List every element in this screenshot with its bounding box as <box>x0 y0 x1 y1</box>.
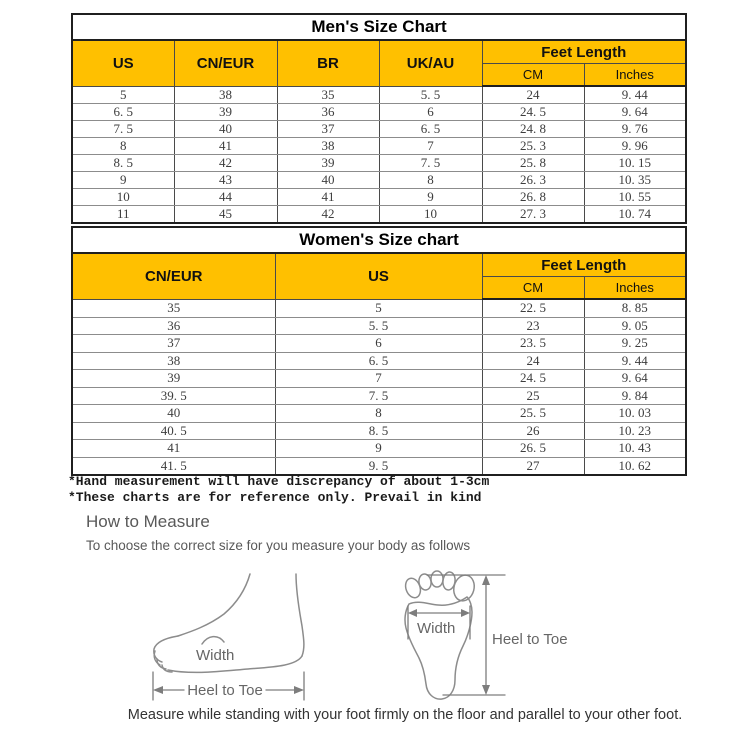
table-row <box>72 335 686 353</box>
cell: 27 <box>482 457 584 475</box>
table-row <box>72 104 686 121</box>
cell: 8 <box>379 172 482 189</box>
cell: 23 <box>482 317 584 335</box>
cell: 36 <box>72 317 275 335</box>
cell: 9 <box>379 189 482 206</box>
cell: 10. 23 <box>584 422 686 440</box>
foot-side-view-diagram <box>138 560 310 702</box>
table-row <box>72 121 686 138</box>
cell: 9 <box>275 440 482 458</box>
cell: 24 <box>482 86 584 104</box>
cell: 6 <box>379 104 482 121</box>
table-row <box>72 155 686 172</box>
cell: 7. 5 <box>72 121 174 138</box>
cell: 26 <box>482 422 584 440</box>
cell: 8 <box>275 405 482 423</box>
table-row <box>72 86 686 104</box>
cell: 26. 3 <box>482 172 584 189</box>
arrow-down-icon <box>482 685 490 695</box>
cell: 7. 5 <box>379 155 482 172</box>
mens-chart-body <box>72 86 686 223</box>
cell: 39 <box>174 104 277 121</box>
cell: 11 <box>72 206 174 224</box>
cell: 5 <box>72 86 174 104</box>
sole-view-length-label: Heel to Toe <box>492 631 568 648</box>
header-row <box>72 40 686 64</box>
womens-size-chart-table <box>71 226 687 476</box>
side-view-width-label: Width <box>196 647 235 664</box>
cell: 38 <box>174 86 277 104</box>
cell: 10. 15 <box>584 155 686 172</box>
cell: 7 <box>379 138 482 155</box>
table-row <box>72 352 686 370</box>
table-row <box>72 138 686 155</box>
table-row <box>72 422 686 440</box>
cell: 25. 8 <box>482 155 584 172</box>
column-header-inches: Inches <box>584 64 686 87</box>
cell: 8 <box>72 138 174 155</box>
measure-instruction-caption: Measure while standing with your foot firmly on the floor and parallel to your other foot. <box>127 707 683 723</box>
cell: 7 <box>275 370 482 388</box>
cell: 10 <box>379 206 482 224</box>
cell: 45 <box>174 206 277 224</box>
table-row <box>72 387 686 405</box>
arrow-right-icon <box>461 609 470 617</box>
column-header-us: US <box>72 40 174 86</box>
cell: 41 <box>277 189 379 206</box>
cell: 40 <box>277 172 379 189</box>
cell: 25. 5 <box>482 405 584 423</box>
cell: 41 <box>174 138 277 155</box>
table-title-row <box>72 227 686 253</box>
cell: 24 <box>482 352 584 370</box>
cell: 9. 44 <box>584 86 686 104</box>
table-title-row <box>72 14 686 40</box>
table-row <box>72 299 686 317</box>
disclaimer-notes <box>68 474 489 506</box>
foot-sole-view-diagram <box>388 556 600 712</box>
cell: 36 <box>277 104 379 121</box>
cell: 40 <box>174 121 277 138</box>
cell: 43 <box>174 172 277 189</box>
cell: 39 <box>277 155 379 172</box>
cell: 25. 3 <box>482 138 584 155</box>
arrow-left-icon <box>408 609 417 617</box>
cell: 10. 03 <box>584 405 686 423</box>
table-row <box>72 189 686 206</box>
cell: 5. 5 <box>275 317 482 335</box>
cell: 37 <box>277 121 379 138</box>
cell: 24. 5 <box>482 104 584 121</box>
cell: 40. 5 <box>72 422 275 440</box>
cell: 10. 55 <box>584 189 686 206</box>
cell: 40 <box>72 405 275 423</box>
cell: 39 <box>72 370 275 388</box>
cell: 24. 8 <box>482 121 584 138</box>
cell: 9. 44 <box>584 352 686 370</box>
cell: 10. 43 <box>584 440 686 458</box>
cell: 39. 5 <box>72 387 275 405</box>
womens-chart-title: Women's Size chart <box>72 227 686 253</box>
column-header-inches: Inches <box>584 277 686 300</box>
cell: 42 <box>277 206 379 224</box>
cell: 8. 5 <box>275 422 482 440</box>
cell: 9. 05 <box>584 317 686 335</box>
column-header-cn-eur: CN/EUR <box>174 40 277 86</box>
cell: 6 <box>275 335 482 353</box>
column-header-br: BR <box>277 40 379 86</box>
column-header-cn-eur: CN/EUR <box>72 253 275 299</box>
column-header-us: US <box>275 253 482 299</box>
cell: 42 <box>174 155 277 172</box>
cell: 9. 64 <box>584 104 686 121</box>
sole-view-width-label: Width <box>417 620 456 637</box>
cell: 41 <box>72 440 275 458</box>
cell: 25 <box>482 387 584 405</box>
cell: 5. 5 <box>379 86 482 104</box>
cell: 37 <box>72 335 275 353</box>
table-row <box>72 440 686 458</box>
mens-chart-title: Men's Size Chart <box>72 14 686 40</box>
table-row <box>72 206 686 224</box>
cell: 9. 64 <box>584 370 686 388</box>
note-reference-only: *These charts are for reference only. Prevail in kind <box>68 490 482 505</box>
cell: 9. 84 <box>584 387 686 405</box>
womens-chart-body <box>72 299 686 475</box>
how-to-measure-subheading: To choose the correct size for you measure your body as follows <box>86 538 471 553</box>
how-to-measure-heading: How to Measure <box>86 512 210 531</box>
cell: 10. 74 <box>584 206 686 224</box>
header-row <box>72 253 686 277</box>
cell: 38 <box>277 138 379 155</box>
cell: 26. 8 <box>482 189 584 206</box>
table-row <box>72 457 686 475</box>
cell: 41. 5 <box>72 457 275 475</box>
column-header-cm: CM <box>482 64 584 87</box>
arrow-left-icon <box>153 686 163 694</box>
column-header-uk-au: UK/AU <box>379 40 482 86</box>
cell: 8. 5 <box>72 155 174 172</box>
cell: 8. 85 <box>584 299 686 317</box>
cell: 9 <box>72 172 174 189</box>
cell: 35 <box>277 86 379 104</box>
cell: 6. 5 <box>379 121 482 138</box>
arrow-right-icon <box>294 686 304 694</box>
cell: 9. 25 <box>584 335 686 353</box>
cell: 38 <box>72 352 275 370</box>
cell: 7. 5 <box>275 387 482 405</box>
cell: 9. 96 <box>584 138 686 155</box>
cell: 26. 5 <box>482 440 584 458</box>
cell: 10. 35 <box>584 172 686 189</box>
cell: 44 <box>174 189 277 206</box>
cell: 27. 3 <box>482 206 584 224</box>
side-view-length-label: Heel to Toe <box>187 682 263 699</box>
column-header-feet-length: Feet Length <box>482 40 686 64</box>
column-header-feet-length: Feet Length <box>482 253 686 277</box>
arrow-up-icon <box>482 575 490 585</box>
cell: 10. 62 <box>584 457 686 475</box>
cell: 23. 5 <box>482 335 584 353</box>
cell: 5 <box>275 299 482 317</box>
cell: 9. 5 <box>275 457 482 475</box>
cell: 6. 5 <box>275 352 482 370</box>
cell: 10 <box>72 189 174 206</box>
mens-size-chart-table <box>71 13 687 224</box>
cell: 9. 76 <box>584 121 686 138</box>
table-row <box>72 405 686 423</box>
table-row <box>72 317 686 335</box>
cell: 35 <box>72 299 275 317</box>
cell: 22. 5 <box>482 299 584 317</box>
column-header-cm: CM <box>482 277 584 300</box>
table-row <box>72 172 686 189</box>
cell: 6. 5 <box>72 104 174 121</box>
cell: 24. 5 <box>482 370 584 388</box>
note-hand-measurement: *Hand measurement will have discrepancy of about 1-3cm <box>68 474 490 489</box>
table-row <box>72 370 686 388</box>
